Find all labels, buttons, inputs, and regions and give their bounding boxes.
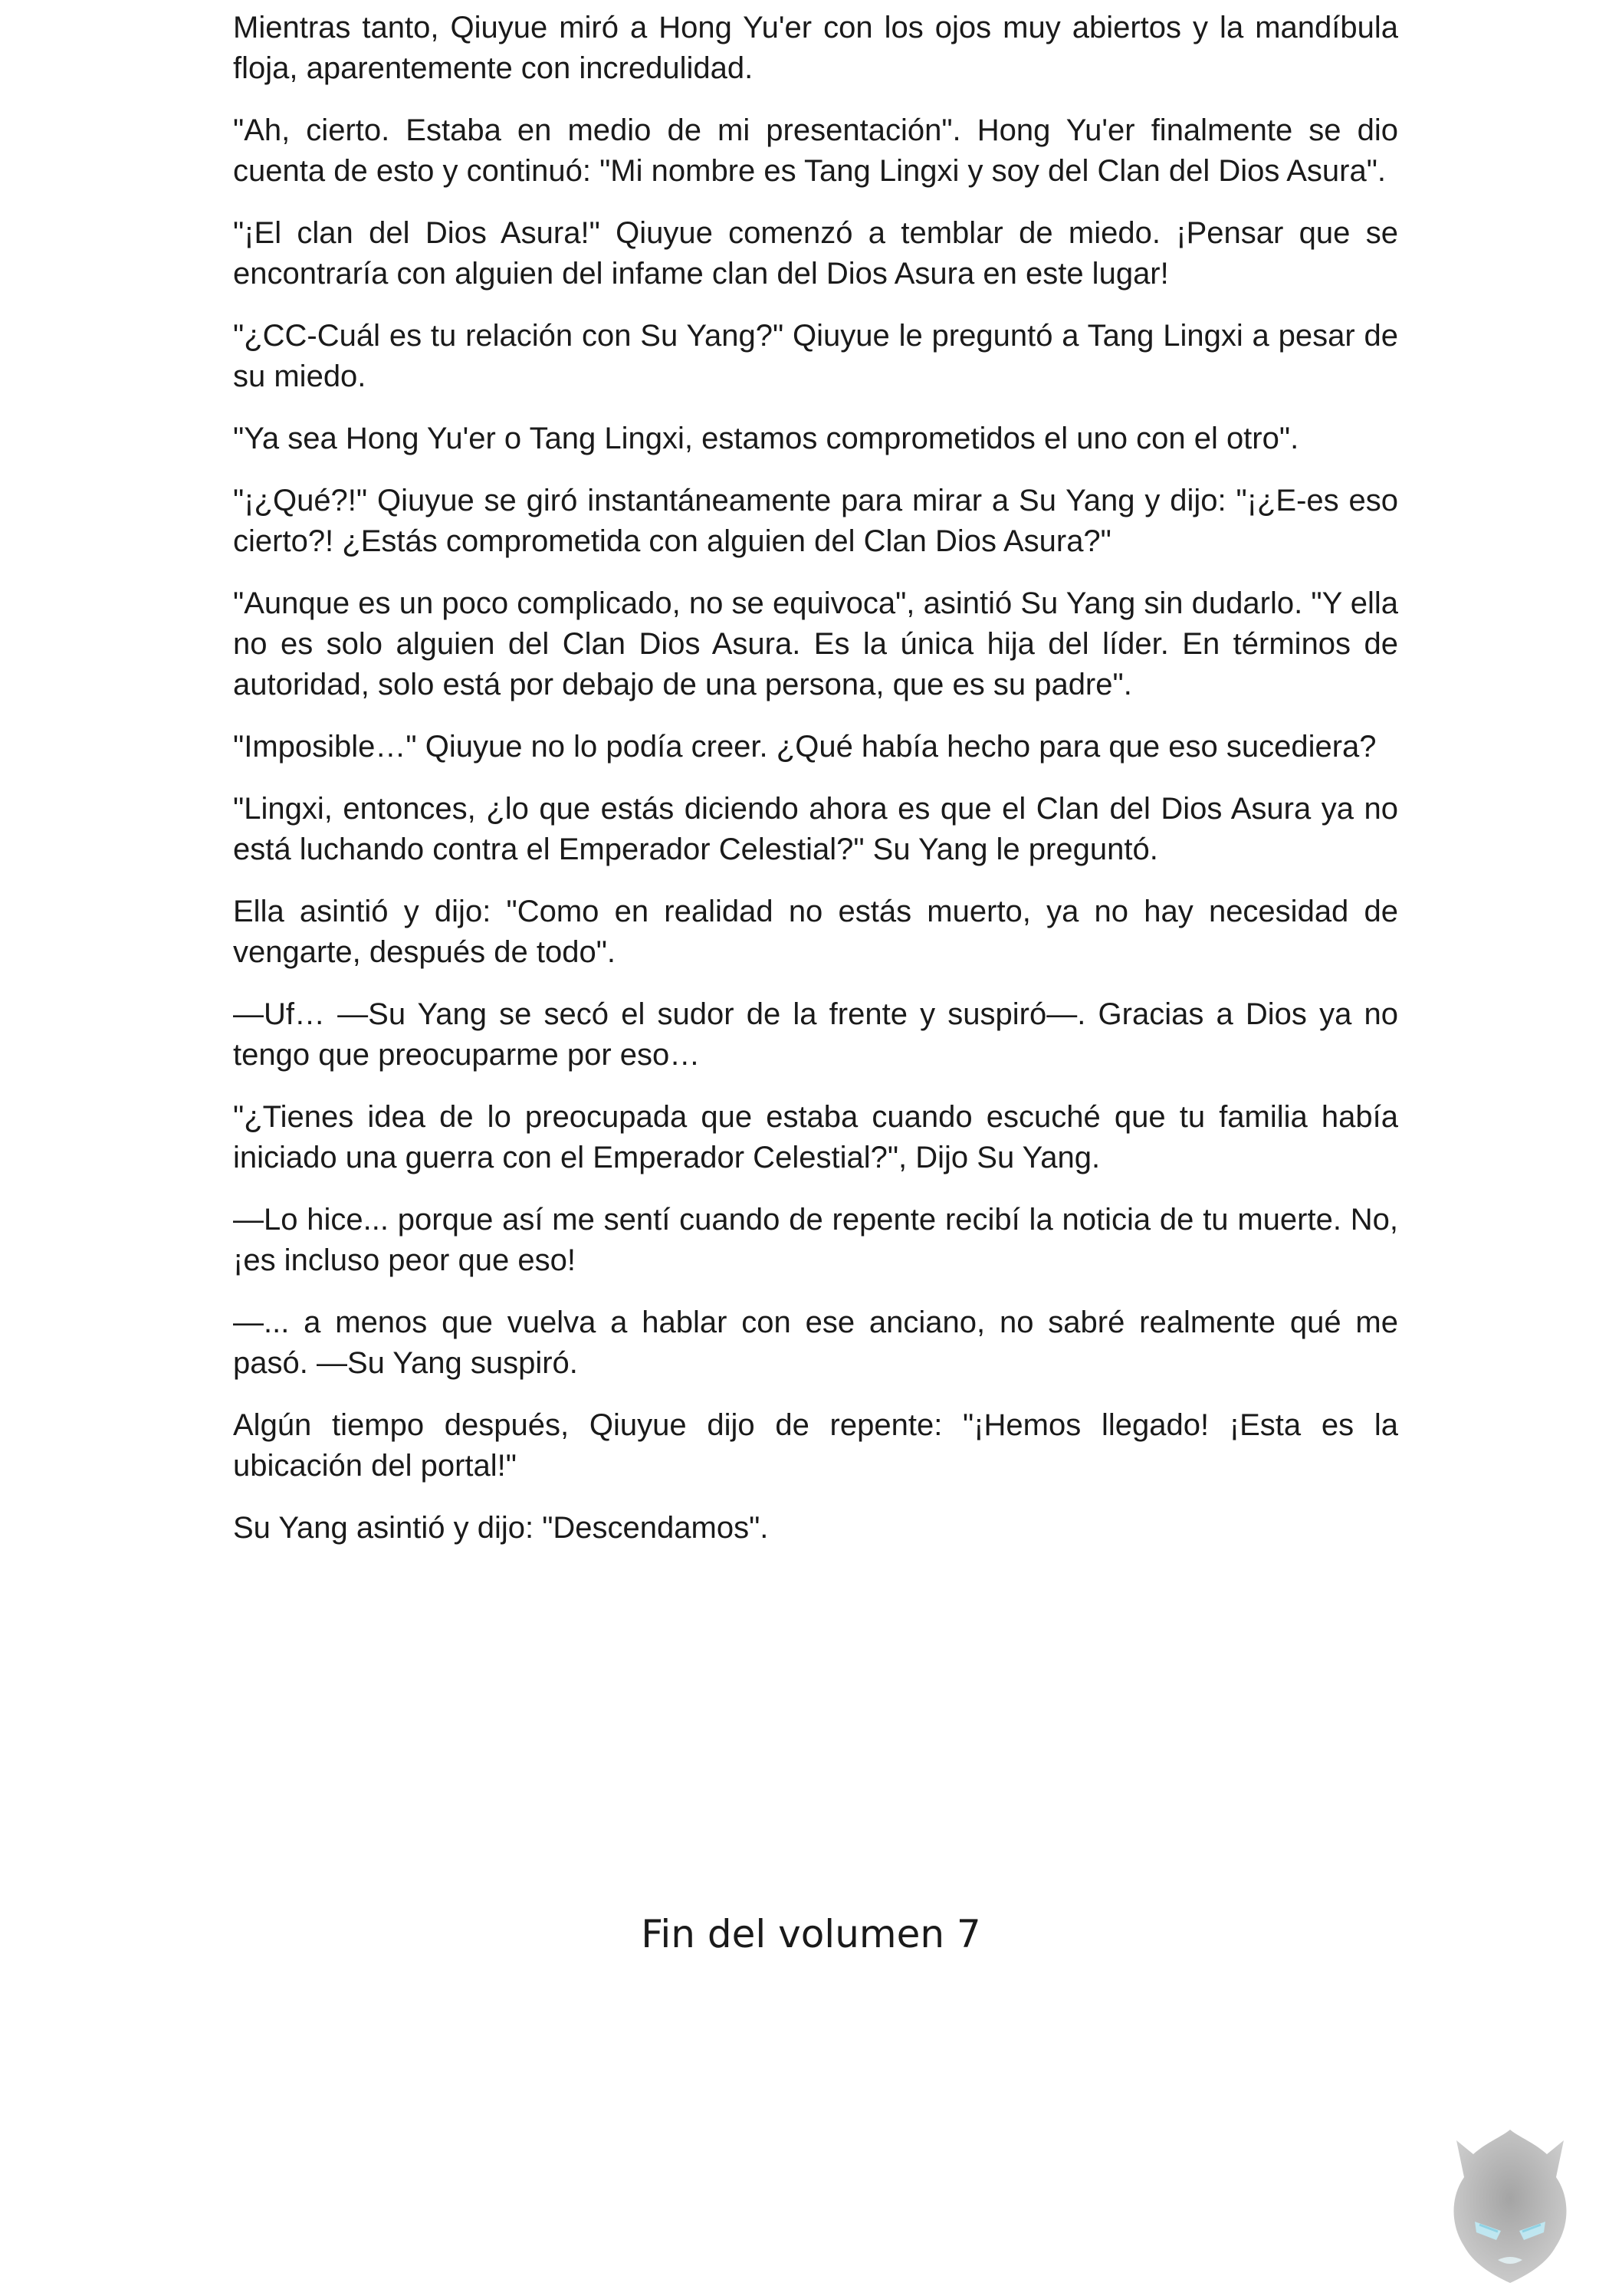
paragraph: Mientras tanto, Qiuyue miró a Hong Yu'er con los ojos muy abiertos y la mandíbula floja, aparentemente con incredulidad.: [233, 11, 1398, 85]
demon-head-logo-icon: [1433, 2124, 1587, 2292]
paragraph: Su Yang asintió y dijo: "Descendamos".: [233, 1511, 769, 1545]
paragraph: "Imposible…" Qiuyue no lo podía creer. ¿Qué había hecho para que eso sucediera?: [233, 730, 1377, 764]
paragraph: "Ya sea Hong Yu'er o Tang Lingxi, estamos comprometidos el uno con el otro".: [233, 422, 1299, 455]
paragraph: "¿Tienes idea de lo preocupada que estaba cuando escuché que tu familia había iniciado una guerra con el Emperador Celestial?", Dijo Su Yang.: [233, 1100, 1398, 1174]
paragraph: —Lo hice... porque así me sentí cuando de repente recibí la noticia de tu muerte. No, ¡es incluso peor que eso!: [233, 1203, 1398, 1277]
paragraph: "Ah, cierto. Estaba en medio de mi presentación". Hong Yu'er finalmente se dio cuenta de esto y continuó: "Mi nombre es Tang Lingxi y soy del Clan del Dios Asura".: [233, 113, 1398, 188]
paragraph: "Lingxi, entonces, ¿lo que estás diciendo ahora es que el Clan del Dios Asura ya no está luchando contra el Emperador Celestial?" Su Yang le preguntó.: [233, 792, 1398, 866]
paragraph: Algún tiempo después, Qiuyue dijo de repente: "¡Hemos llegado! ¡Esta es la ubicación del portal!": [233, 1408, 1398, 1483]
paragraph: Ella asintió y dijo: "Como en realidad no estás muerto, ya no hay necesidad de vengarte, después de todo".: [233, 895, 1398, 969]
paragraph: "¡¿Qué?!" Qiuyue se giró instantáneamente para mirar a Su Yang y dijo: "¡¿E-es eso cierto?! ¿Estás comprometida con alguien del Clan Dios Asura?": [233, 484, 1398, 558]
paragraph: "¿CC-Cuál es tu relación con Su Yang?" Qiuyue le preguntó a Tang Lingxi a pesar de su miedo.: [233, 319, 1398, 393]
paragraph: —... a menos que vuelva a hablar con ese anciano, no sabré realmente qué me pasó. —Su Yang suspiró.: [233, 1306, 1398, 1380]
paragraph: —Uf… —Su Yang se secó el sudor de la frente y suspiró—. Gracias a Dios ya no tengo que preocuparme por eso…: [233, 997, 1398, 1072]
paragraph: "¡El clan del Dios Asura!" Qiuyue comenzó a temblar de miedo. ¡Pensar que se encontraría con alguien del infame clan del Dios Asura en este lugar!: [233, 216, 1398, 291]
paragraph: "Aunque es un poco complicado, no se equivoca", asintió Su Yang sin dudarlo. "Y ella no es solo alguien del Clan Dios Asura. Es la única hija del líder. En términos de autoridad, solo está por debajo de una persona, que es su padre".: [233, 586, 1398, 701]
chapter-text: [233, 8, 1398, 1570]
volume-end-heading: Fin del volumen 7: [641, 1912, 981, 1956]
